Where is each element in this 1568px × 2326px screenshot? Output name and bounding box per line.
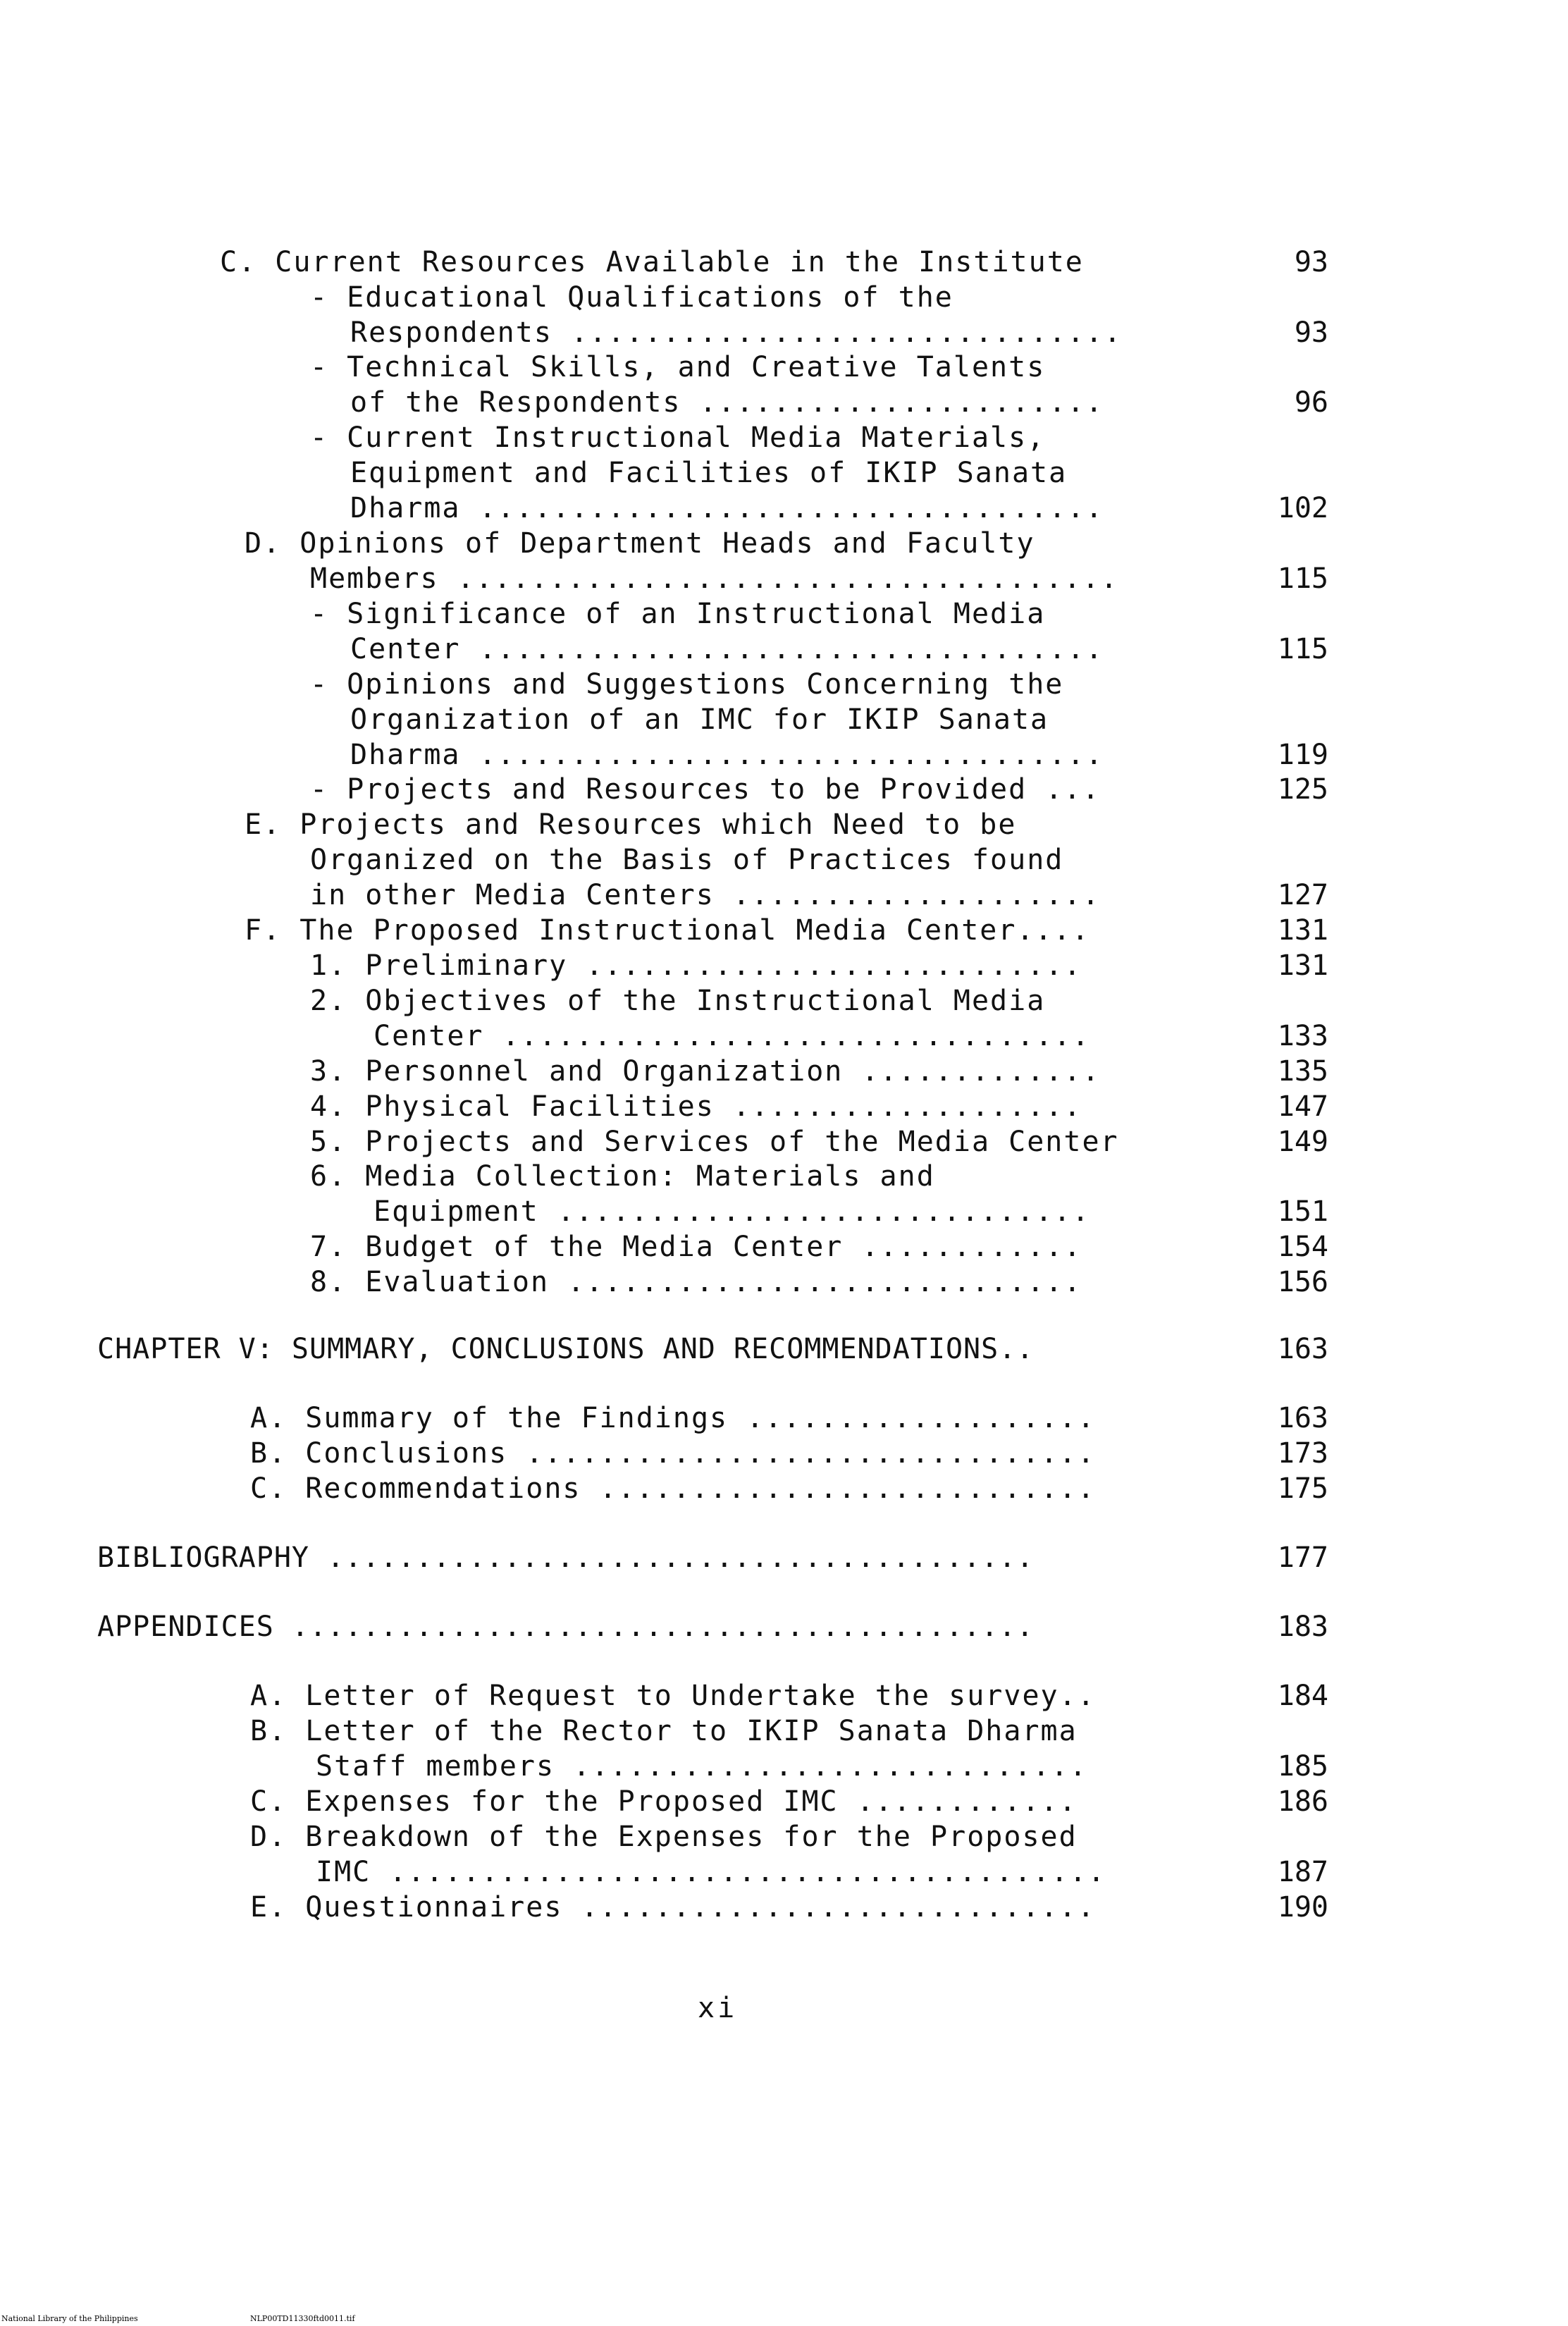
toc-entry-organized-practices: Organized on the Basis of Practices found (310, 844, 1064, 876)
toc-entry-proposed-imc: F. The Proposed Instructional Media Center.... (245, 914, 1090, 947)
toc-entry-recommendations: C. Recommendations ........................... (250, 1472, 1096, 1505)
toc-entry-current-resources: C. Current Resources Available in the Institute (220, 246, 1084, 278)
toc-entry-of-the-respondents: of the Respondents ...................... (350, 386, 1104, 419)
toc-page-number: 93 (1294, 246, 1328, 278)
toc-entry-members: Members .................................... (310, 562, 1119, 595)
toc-page-number: 133 (1277, 1020, 1328, 1052)
toc-page-number: 149 (1277, 1126, 1328, 1158)
toc-entry-objectives-center: Center ................................ (374, 1020, 1091, 1052)
toc-entry-projects-need: E. Projects and Resources which Need to be (245, 808, 1017, 841)
toc-page-number: 96 (1294, 386, 1328, 419)
toc-entry-equipment: Equipment ............................. (374, 1195, 1091, 1228)
toc-page-number: 163 (1277, 1333, 1328, 1365)
toc-entry-technical-skills: - Technical Skills, and Creative Talents (310, 351, 1046, 383)
toc-entry-equipment-facilities: Equipment and Facilities of IKIP Sanata (350, 457, 1068, 489)
toc-page-number: 102 (1277, 492, 1328, 524)
toc-entry-dharma: Dharma .................................. (350, 492, 1104, 524)
toc-entry-media-collection: 6. Media Collection: Materials and (310, 1160, 935, 1193)
toc-entry-expenses: C. Expenses for the Proposed IMC ............ (250, 1785, 1078, 1818)
toc-entry-opinions-suggestions: - Opinions and Suggestions Concerning the (310, 668, 1064, 701)
toc-entry-opinions-department-heads: D. Opinions of Department Heads and Faculty (245, 527, 1035, 560)
toc-entry-significance: - Significance of an Instructional Media (310, 598, 1046, 630)
toc-entry-center: Center .................................. (350, 633, 1104, 665)
toc-page-number: 147 (1277, 1090, 1328, 1123)
toc-page-number: 173 (1277, 1437, 1328, 1470)
toc-page-number: 177 (1277, 1542, 1328, 1574)
toc-entry-bibliography: BIBLIOGRAPHY ........................................ (97, 1542, 1035, 1574)
toc-page-number: 154 (1277, 1231, 1328, 1263)
toc-page-number: 175 (1277, 1472, 1328, 1505)
footer-file-name: NLP00TD11330ftd0011.tif (250, 2314, 355, 2323)
footer-library-name: National Library of the Philippines (1, 2314, 138, 2323)
toc-page-number: 185 (1277, 1750, 1328, 1783)
toc-page-number: 119 (1277, 739, 1328, 771)
toc-entry-projects-services: 5. Projects and Services of the Media Center (310, 1126, 1119, 1158)
toc-entry-letter-rector: B. Letter of the Rector to IKIP Sanata Dharma (250, 1715, 1078, 1747)
toc-entry-conclusions: B. Conclusions ............................... (250, 1437, 1096, 1470)
toc-entry-breakdown: D. Breakdown of the Expenses for the Proposed (250, 1821, 1078, 1853)
toc-entry-personnel: 3. Personnel and Organization ............. (310, 1055, 1101, 1088)
toc-entry-questionnaires: E. Questionnaires ............................ (250, 1891, 1096, 1924)
toc-entry-other-media-centers: in other Media Centers .................... (310, 879, 1101, 911)
toc-entry-educational-qualifications: - Educational Qualifications of the (310, 281, 953, 314)
toc-page-number: 115 (1277, 633, 1328, 665)
toc-entry-appendices: APPENDICES .......................................... (97, 1611, 1035, 1643)
toc-entry-objectives: 2. Objectives of the Instructional Media (310, 985, 1046, 1017)
toc-entry-evaluation: 8. Evaluation ............................ (310, 1266, 1082, 1298)
page-number: xi (698, 1992, 738, 2024)
toc-page-number: 183 (1277, 1611, 1328, 1643)
toc-page-number: 186 (1277, 1785, 1328, 1818)
toc-entry-organization-imc: Organization of an IMC for IKIP Sanata (350, 703, 1049, 736)
toc-page-number: 184 (1277, 1680, 1328, 1712)
toc-page-number: 156 (1277, 1266, 1328, 1298)
toc-page-number: 93 (1294, 316, 1328, 349)
toc-entry-letter-request: A. Letter of Request to Undertake the survey.. (250, 1680, 1096, 1712)
toc-entry-dharma-2: Dharma .................................. (350, 739, 1104, 771)
toc-page-number: 190 (1277, 1891, 1328, 1924)
toc-entry-respondents: Respondents .............................. (350, 316, 1123, 349)
toc-page-number: 115 (1277, 562, 1328, 595)
toc-page-number: 135 (1277, 1055, 1328, 1088)
toc-page-number: 163 (1277, 1402, 1328, 1434)
toc-entry-projects-resources: - Projects and Resources to be Provided ... (310, 773, 1101, 806)
toc-entry-current-media-materials: - Current Instructional Media Materials, (310, 421, 1046, 454)
toc-page-number: 187 (1277, 1856, 1328, 1888)
toc-entry-preliminary: 1. Preliminary ........................... (310, 949, 1082, 982)
toc-entry-staff-members: Staff members ............................ (316, 1750, 1088, 1783)
toc-page-number: 131 (1277, 914, 1328, 947)
toc-entry-physical-facilities: 4. Physical Facilities ................... (310, 1090, 1082, 1123)
toc-entry-budget: 7. Budget of the Media Center ............ (310, 1231, 1082, 1263)
toc-entry-imc: IMC ....................................... (316, 1856, 1106, 1888)
toc-entry-chapter-v: CHAPTER V: SUMMARY, CONCLUSIONS AND RECOMMENDATIONS.. (97, 1333, 1035, 1365)
toc-entry-summary-findings: A. Summary of the Findings ................... (250, 1402, 1096, 1434)
toc-page-number: 131 (1277, 949, 1328, 982)
toc-page-number: 151 (1277, 1195, 1328, 1228)
toc-page-number: 125 (1277, 773, 1328, 806)
toc-page-number: 127 (1277, 879, 1328, 911)
